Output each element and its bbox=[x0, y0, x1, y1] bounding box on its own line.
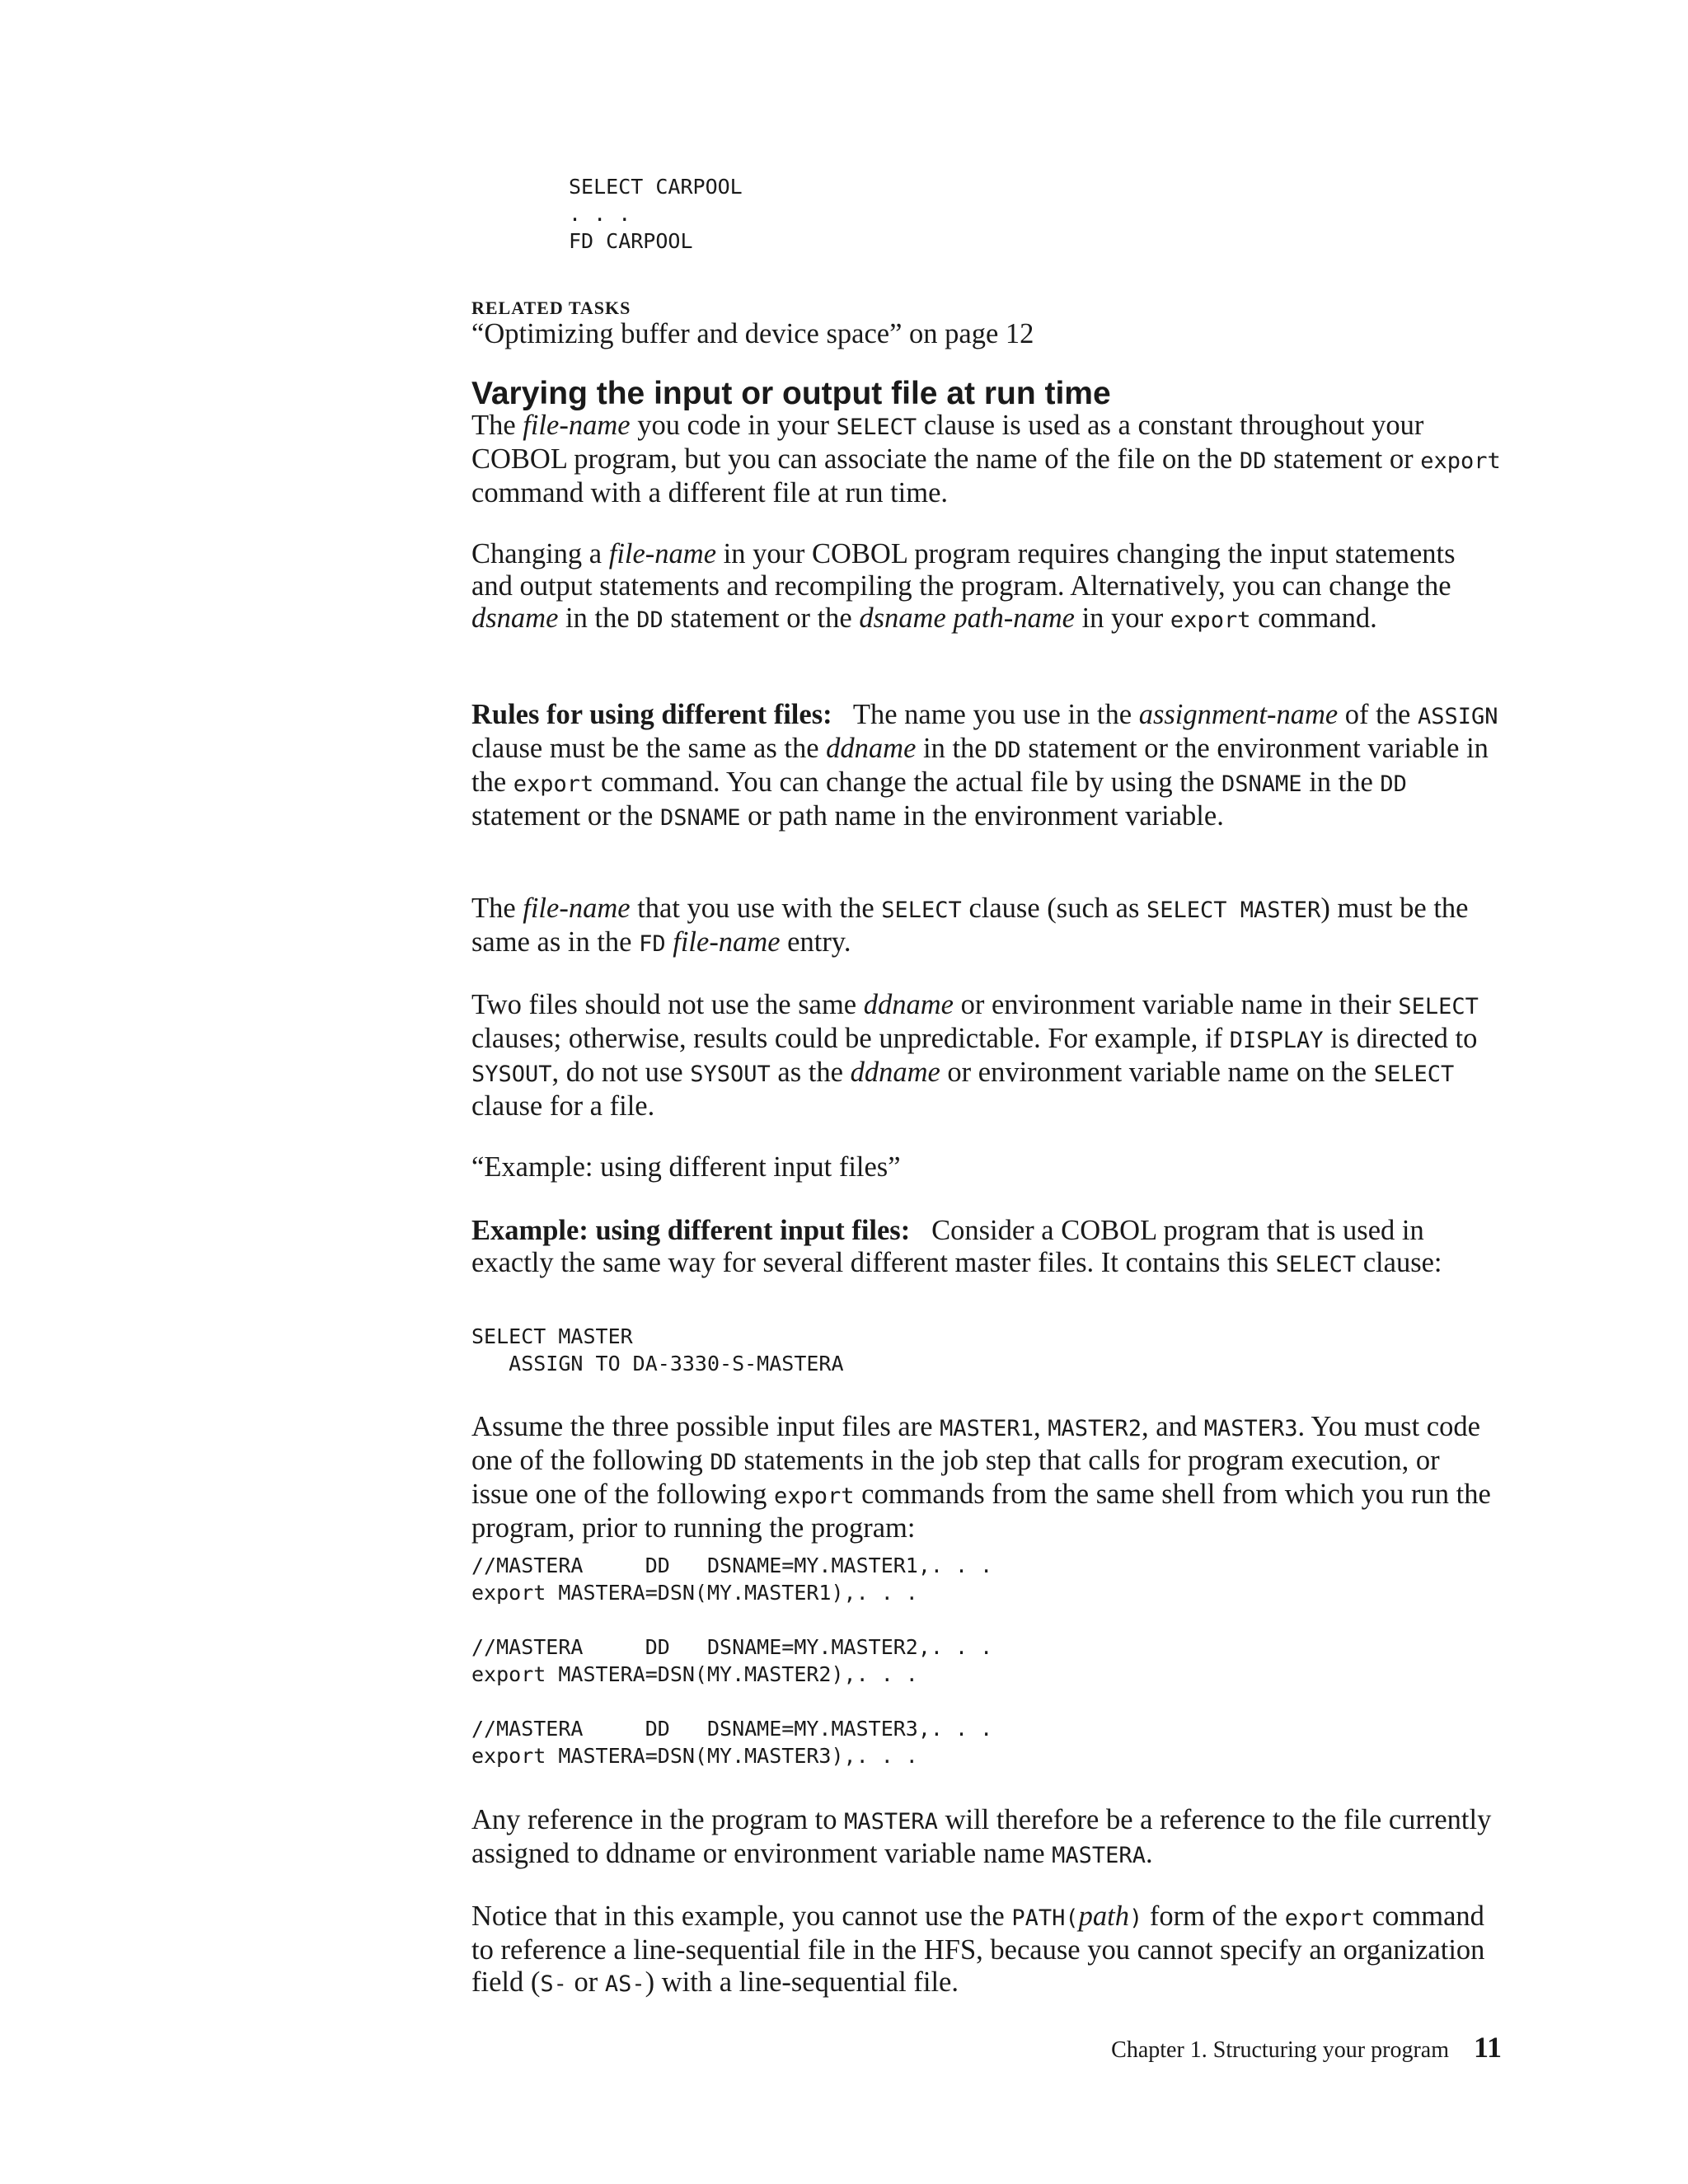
code-line: //MASTERA DD DSNAME=MY.MASTER2,. . . bbox=[471, 1635, 993, 1659]
code-sample-master1 bbox=[471, 1552, 992, 1606]
code-sample-select-master bbox=[471, 1323, 844, 1377]
paragraph-example-intro: Example: using different input files: Consider a COBOL program that is used in exactly the same way for several different master files. It contains this SELECT clause: bbox=[471, 1215, 1442, 1278]
code-sample-master3 bbox=[471, 1715, 992, 1769]
related-tasks-label: RELATED TASKS bbox=[471, 298, 631, 318]
page-footer bbox=[1111, 2030, 1502, 2064]
paragraph-intro: The file-name you code in your SELECT clause is used as a constant throughout your COBOL program, but you can associate the name of the file on the DD statement or export command with a different file at run time. bbox=[471, 410, 1501, 509]
example-link[interactable]: “Example: using different input files” bbox=[471, 1151, 901, 1183]
paragraph-assume-input-files: Assume the three possible input files are MASTER1, MASTER2, and MASTER3. You must code one of the following DD statements in the job step that calls for program execution, or issue one of the following export commands from the same shell from which you run the program, prior to running the program: bbox=[471, 1411, 1491, 1544]
section-heading: Varying the input or output file at run time bbox=[471, 376, 1111, 411]
code-line: export MASTERA=DSN(MY.MASTER1),. . . bbox=[471, 1581, 918, 1605]
page-number: 11 bbox=[1473, 2031, 1502, 2064]
code-line: export MASTERA=DSN(MY.MASTER2),. . . bbox=[471, 1662, 918, 1686]
related-task-link[interactable]: “Optimizing buffer and device space” on page 12 bbox=[471, 318, 1034, 349]
code-line: SELECT CARPOOL bbox=[569, 175, 743, 199]
paragraph-two-files-warning: Two files should not use the same ddname or environment variable name in their SELECT clauses; otherwise, results could be unpredictable. For example, if DISPLAY is directed to SYSOUT, do not use SYSOUT as the ddname or environment variable name on the SELECT clause for a file. bbox=[471, 989, 1479, 1122]
paragraph-mastera-reference: Any reference in the program to MASTERA will therefore be a reference to the file currently assigned to ddname or environment variable name MASTERA. bbox=[471, 1804, 1492, 1869]
code-line: //MASTERA DD DSNAME=MY.MASTER3,. . . bbox=[471, 1717, 993, 1741]
code-line: FD CARPOOL bbox=[569, 229, 693, 253]
code-line: export MASTERA=DSN(MY.MASTER3),. . . bbox=[471, 1744, 918, 1768]
paragraph-rules-different-files: Rules for using different files: The name you use in the assignment-name of the ASSIGN clause must be the same as the ddname in the DD statement or the environment variable in the export command. You can change the actual file by using the DSNAME in the DD statement or the DSNAME or path name in the environment variable. bbox=[471, 699, 1498, 832]
code-sample-carpool bbox=[569, 173, 743, 255]
footer-chapter-title: Chapter 1. Structuring your program bbox=[1111, 2037, 1449, 2063]
code-line: //MASTERA DD DSNAME=MY.MASTER1,. . . bbox=[471, 1554, 993, 1577]
paragraph-changing-file-name: Changing a file-name in your COBOL program requires changing the input statements and output statements and recompiling the program. Alternatively, you can change the dsname in the DD statement or the dsname path-name in your export command. bbox=[471, 538, 1456, 634]
paragraph-path-form-note: Notice that in this example, you cannot use the PATH(path) form of the export command to reference a line-sequential file in the HFS, because you cannot specify an organization field (S- or AS-) with a line-sequential file. bbox=[471, 1900, 1485, 1998]
code-line: . . . bbox=[569, 202, 631, 226]
code-line: ASSIGN TO DA-3330-S-MASTERA bbox=[471, 1352, 844, 1376]
code-sample-master2 bbox=[471, 1633, 992, 1688]
paragraph-select-file-name: The file-name that you use with the SELECT clause (such as SELECT MASTER) must be the same as in the FD file-name entry. bbox=[471, 893, 1469, 958]
code-line: SELECT MASTER bbox=[471, 1324, 633, 1348]
